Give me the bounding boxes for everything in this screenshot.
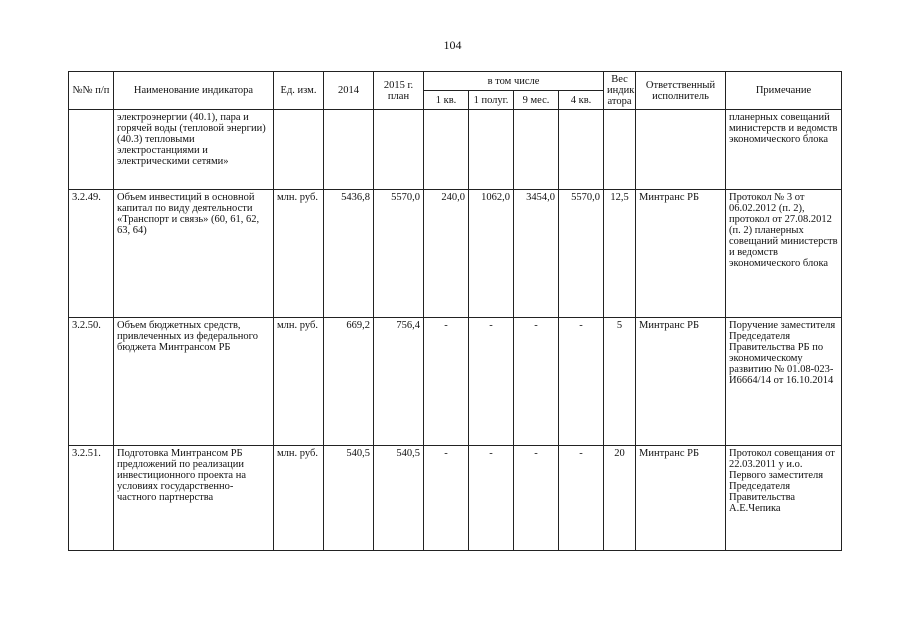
cell-2014: 5436,8 [324, 190, 374, 318]
cell-h1: 1062,0 [469, 190, 514, 318]
cell-9m [514, 110, 559, 190]
cell-unit: млн. руб. [274, 318, 324, 446]
header-name: Наименование индикатора [114, 72, 274, 110]
header-unit: Ед. изм. [274, 72, 324, 110]
cell-2014: 669,2 [324, 318, 374, 446]
header-weight: Вес индик атора [604, 72, 636, 110]
cell-name: Объем инвестиций в основной капитал по виду деятельности «Транспорт и связь» (60, 61, 62, 63, 64) [114, 190, 274, 318]
cell-2014 [324, 110, 374, 190]
cell-2015-plan: 5570,0 [374, 190, 424, 318]
cell-responsible: Минтранс РБ [636, 446, 726, 551]
cell-responsible [636, 110, 726, 190]
cell-note: Протокол № 3 от 06.02.2012 (п. 2), протокол от 27.08.2012 (п. 2) планерных совещаний министерств и ведомств экономического блока [726, 190, 842, 318]
header-2015-plan: 2015 г. план [374, 72, 424, 110]
table-row [69, 446, 842, 551]
cell-q4: 5570,0 [559, 190, 604, 318]
cell-note: Поручение заместителя Председателя Правительства РБ по экономическому развитию № 01.08-023-И6664/14 от 16.10.2014 [726, 318, 842, 446]
header-note: Примечание [726, 72, 842, 110]
cell-weight [604, 110, 636, 190]
cell-9m: - [514, 446, 559, 551]
cell-2015-plan: 756,4 [374, 318, 424, 446]
cell-num: 3.2.50. [69, 318, 114, 446]
header-num: №№ п/п [69, 72, 114, 110]
cell-num: 3.2.49. [69, 190, 114, 318]
cell-2015-plan [374, 110, 424, 190]
header-q4: 4 кв. [559, 91, 604, 110]
cell-note: планерных совещаний министерств и ведомств экономического блока [726, 110, 842, 190]
cell-h1 [469, 110, 514, 190]
cell-responsible: Минтранс РБ [636, 190, 726, 318]
indicators-table [68, 71, 842, 551]
header-q1: 1 кв. [424, 91, 469, 110]
cell-q1 [424, 110, 469, 190]
cell-h1: - [469, 318, 514, 446]
header-2014: 2014 [324, 72, 374, 110]
table-row [69, 318, 842, 446]
cell-num [69, 110, 114, 190]
cell-9m: - [514, 318, 559, 446]
cell-unit [274, 110, 324, 190]
cell-responsible: Минтранс РБ [636, 318, 726, 446]
cell-9m: 3454,0 [514, 190, 559, 318]
cell-weight: 20 [604, 446, 636, 551]
header-including: в том числе [424, 72, 604, 91]
cell-q4: - [559, 446, 604, 551]
page-number: 104 [443, 38, 462, 52]
cell-q1: - [424, 318, 469, 446]
table-row [69, 110, 842, 190]
cell-q4: - [559, 318, 604, 446]
cell-weight: 5 [604, 318, 636, 446]
cell-note: Протокол совещания от 22.03.2011 у и.о. Первого заместителя Председателя Правительства А.Е.Чепика [726, 446, 842, 551]
cell-unit: млн. руб. [274, 190, 324, 318]
header-9m: 9 мес. [514, 91, 559, 110]
cell-name: Объем бюджетных средств, привлеченных из федерального бюджета Минтрансом РБ [114, 318, 274, 446]
cell-2014: 540,5 [324, 446, 374, 551]
cell-q1: - [424, 446, 469, 551]
cell-q1: 240,0 [424, 190, 469, 318]
table-header-row [69, 72, 842, 91]
table-row [69, 190, 842, 318]
header-h1: 1 полуг. [469, 91, 514, 110]
cell-name: Подготовка Минтрансом РБ предложений по реализации инвестиционного проекта на условиях государственно-частного партнерства [114, 446, 274, 551]
header-responsible: Ответственный исполнитель [636, 72, 726, 110]
cell-2015-plan: 540,5 [374, 446, 424, 551]
cell-name: электроэнергии (40.1), пара и горячей воды (тепловой энергии) (40.3) тепловыми электростанциями и электрическими сетями» [114, 110, 274, 190]
cell-h1: - [469, 446, 514, 551]
cell-unit: млн. руб. [274, 446, 324, 551]
cell-weight: 12,5 [604, 190, 636, 318]
cell-q4 [559, 110, 604, 190]
cell-num: 3.2.51. [69, 446, 114, 551]
